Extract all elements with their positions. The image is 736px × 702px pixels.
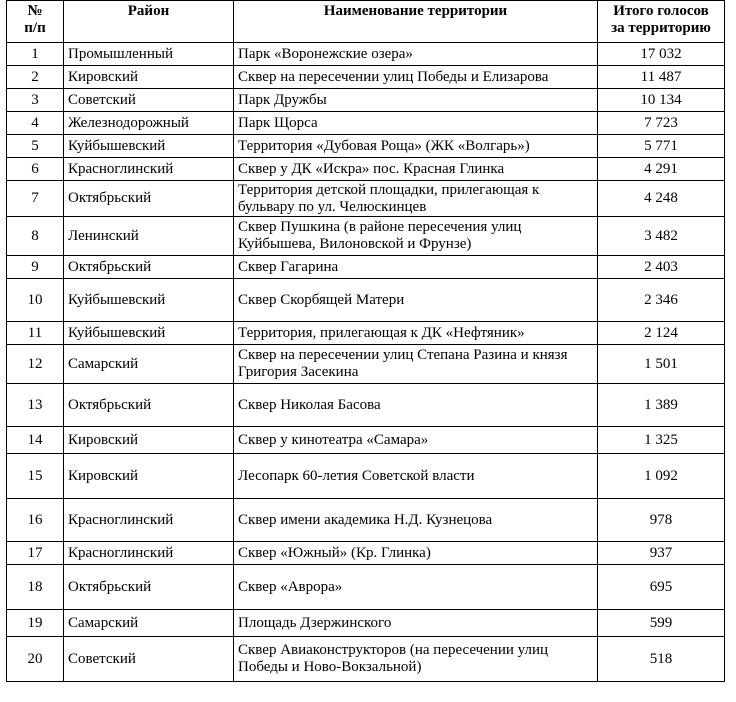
row-territory: Сквер Гагарина — [234, 256, 598, 279]
row-votes: 2 124 — [598, 322, 725, 345]
header-votes-line2: за территорию — [611, 20, 711, 36]
row-district: Кировский — [64, 454, 234, 499]
row-district: Красноглинский — [64, 499, 234, 542]
row-territory: Сквер имени академика Н.Д. Кузнецова — [234, 499, 598, 542]
row-number: 19 — [7, 610, 64, 637]
row-district: Самарский — [64, 610, 234, 637]
row-number: 5 — [7, 135, 64, 158]
table-row — [7, 427, 725, 454]
table-row — [7, 66, 725, 89]
row-district: Куйбышевский — [64, 279, 234, 322]
table-row — [7, 322, 725, 345]
row-district: Октябрьский — [64, 181, 234, 217]
table-row — [7, 345, 725, 384]
row-votes: 11 487 — [598, 66, 725, 89]
row-territory: Парк «Воронежские озера» — [234, 43, 598, 66]
row-district: Промышленный — [64, 43, 234, 66]
row-votes: 10 134 — [598, 89, 725, 112]
table-row — [7, 637, 725, 682]
table-row — [7, 89, 725, 112]
row-territory: Территория, прилегающая к ДК «Нефтяник» — [234, 322, 598, 345]
row-district: Самарский — [64, 345, 234, 384]
table-row — [7, 181, 725, 217]
row-district: Октябрьский — [64, 256, 234, 279]
table-row — [7, 610, 725, 637]
results-table — [6, 0, 725, 682]
row-votes: 5 771 — [598, 135, 725, 158]
row-district: Октябрьский — [64, 565, 234, 610]
row-district: Ленинский — [64, 217, 234, 256]
row-territory: Территория «Дубовая Роща» (ЖК «Волгарь») — [234, 135, 598, 158]
row-votes: 17 032 — [598, 43, 725, 66]
table-body — [7, 43, 725, 682]
row-territory: Сквер Авиаконструкторов (на пересечении улиц Победы и Ново-Вокзальной) — [234, 637, 598, 682]
row-votes: 7 723 — [598, 112, 725, 135]
row-territory: Территория детской площадки, прилегающая к бульвару по ул. Челюскинцев — [234, 181, 598, 217]
row-district: Куйбышевский — [64, 322, 234, 345]
row-votes: 1 092 — [598, 454, 725, 499]
row-number: 8 — [7, 217, 64, 256]
row-number: 20 — [7, 637, 64, 682]
row-votes: 937 — [598, 542, 725, 565]
row-district: Октябрьский — [64, 384, 234, 427]
table-row — [7, 217, 725, 256]
row-number: 2 — [7, 66, 64, 89]
row-district: Железнодорожный — [64, 112, 234, 135]
row-number: 15 — [7, 454, 64, 499]
row-territory: Сквер «Аврора» — [234, 565, 598, 610]
row-number: 14 — [7, 427, 64, 454]
row-votes: 4 248 — [598, 181, 725, 217]
row-votes: 1 325 — [598, 427, 725, 454]
row-number: 3 — [7, 89, 64, 112]
row-votes: 4 291 — [598, 158, 725, 181]
table-header-row — [7, 1, 725, 43]
row-district: Куйбышевский — [64, 135, 234, 158]
row-number: 6 — [7, 158, 64, 181]
table-row — [7, 279, 725, 322]
row-votes: 2 346 — [598, 279, 725, 322]
table-row — [7, 499, 725, 542]
row-votes: 518 — [598, 637, 725, 682]
row-number: 9 — [7, 256, 64, 279]
header-votes-line1: Итого голосов — [613, 3, 709, 19]
row-district: Кировский — [64, 427, 234, 454]
row-number: 11 — [7, 322, 64, 345]
table-row — [7, 112, 725, 135]
row-territory: Сквер Пушкина (в районе пересечения улиц Куйбышева, Вилоновской и Фрунзе) — [234, 217, 598, 256]
header-number — [7, 1, 64, 43]
row-votes: 3 482 — [598, 217, 725, 256]
table-row — [7, 158, 725, 181]
row-district: Кировский — [64, 66, 234, 89]
header-votes — [598, 1, 725, 43]
header-district: Район — [64, 1, 234, 43]
row-territory: Парк Дружбы — [234, 89, 598, 112]
header-territory: Наименование территории — [234, 1, 598, 43]
row-number: 13 — [7, 384, 64, 427]
table-row — [7, 256, 725, 279]
table-row — [7, 454, 725, 499]
row-district: Красноглинский — [64, 542, 234, 565]
row-number: 1 — [7, 43, 64, 66]
row-number: 17 — [7, 542, 64, 565]
row-votes: 695 — [598, 565, 725, 610]
row-territory: Площадь Дзержинского — [234, 610, 598, 637]
row-territory: Сквер Скорбящей Матери — [234, 279, 598, 322]
row-number: 7 — [7, 181, 64, 217]
row-territory: Сквер Николая Басова — [234, 384, 598, 427]
header-number-line1: № — [27, 3, 43, 19]
row-territory: Сквер у ДК «Искра» пос. Красная Глинка — [234, 158, 598, 181]
table-row — [7, 135, 725, 158]
row-district: Красноглинский — [64, 158, 234, 181]
row-district: Советский — [64, 637, 234, 682]
row-votes: 1 389 — [598, 384, 725, 427]
results-table-wrapper — [6, 0, 725, 682]
row-number: 10 — [7, 279, 64, 322]
row-votes: 1 501 — [598, 345, 725, 384]
table-row — [7, 384, 725, 427]
row-territory: Сквер у кинотеатра «Самара» — [234, 427, 598, 454]
row-territory: Сквер на пересечении улиц Степана Разина и князя Григория Засекина — [234, 345, 598, 384]
row-territory: Лесопарк 60-летия Советской власти — [234, 454, 598, 499]
row-number: 4 — [7, 112, 64, 135]
row-territory: Парк Щорса — [234, 112, 598, 135]
row-number: 12 — [7, 345, 64, 384]
row-votes: 599 — [598, 610, 725, 637]
row-territory: Сквер «Южный» (Кр. Глинка) — [234, 542, 598, 565]
row-territory: Сквер на пересечении улиц Победы и Елизарова — [234, 66, 598, 89]
row-district: Советский — [64, 89, 234, 112]
header-number-line2: п/п — [24, 20, 46, 36]
table-row — [7, 542, 725, 565]
row-number: 16 — [7, 499, 64, 542]
row-number: 18 — [7, 565, 64, 610]
table-row — [7, 43, 725, 66]
row-votes: 978 — [598, 499, 725, 542]
table-row — [7, 565, 725, 610]
row-votes: 2 403 — [598, 256, 725, 279]
